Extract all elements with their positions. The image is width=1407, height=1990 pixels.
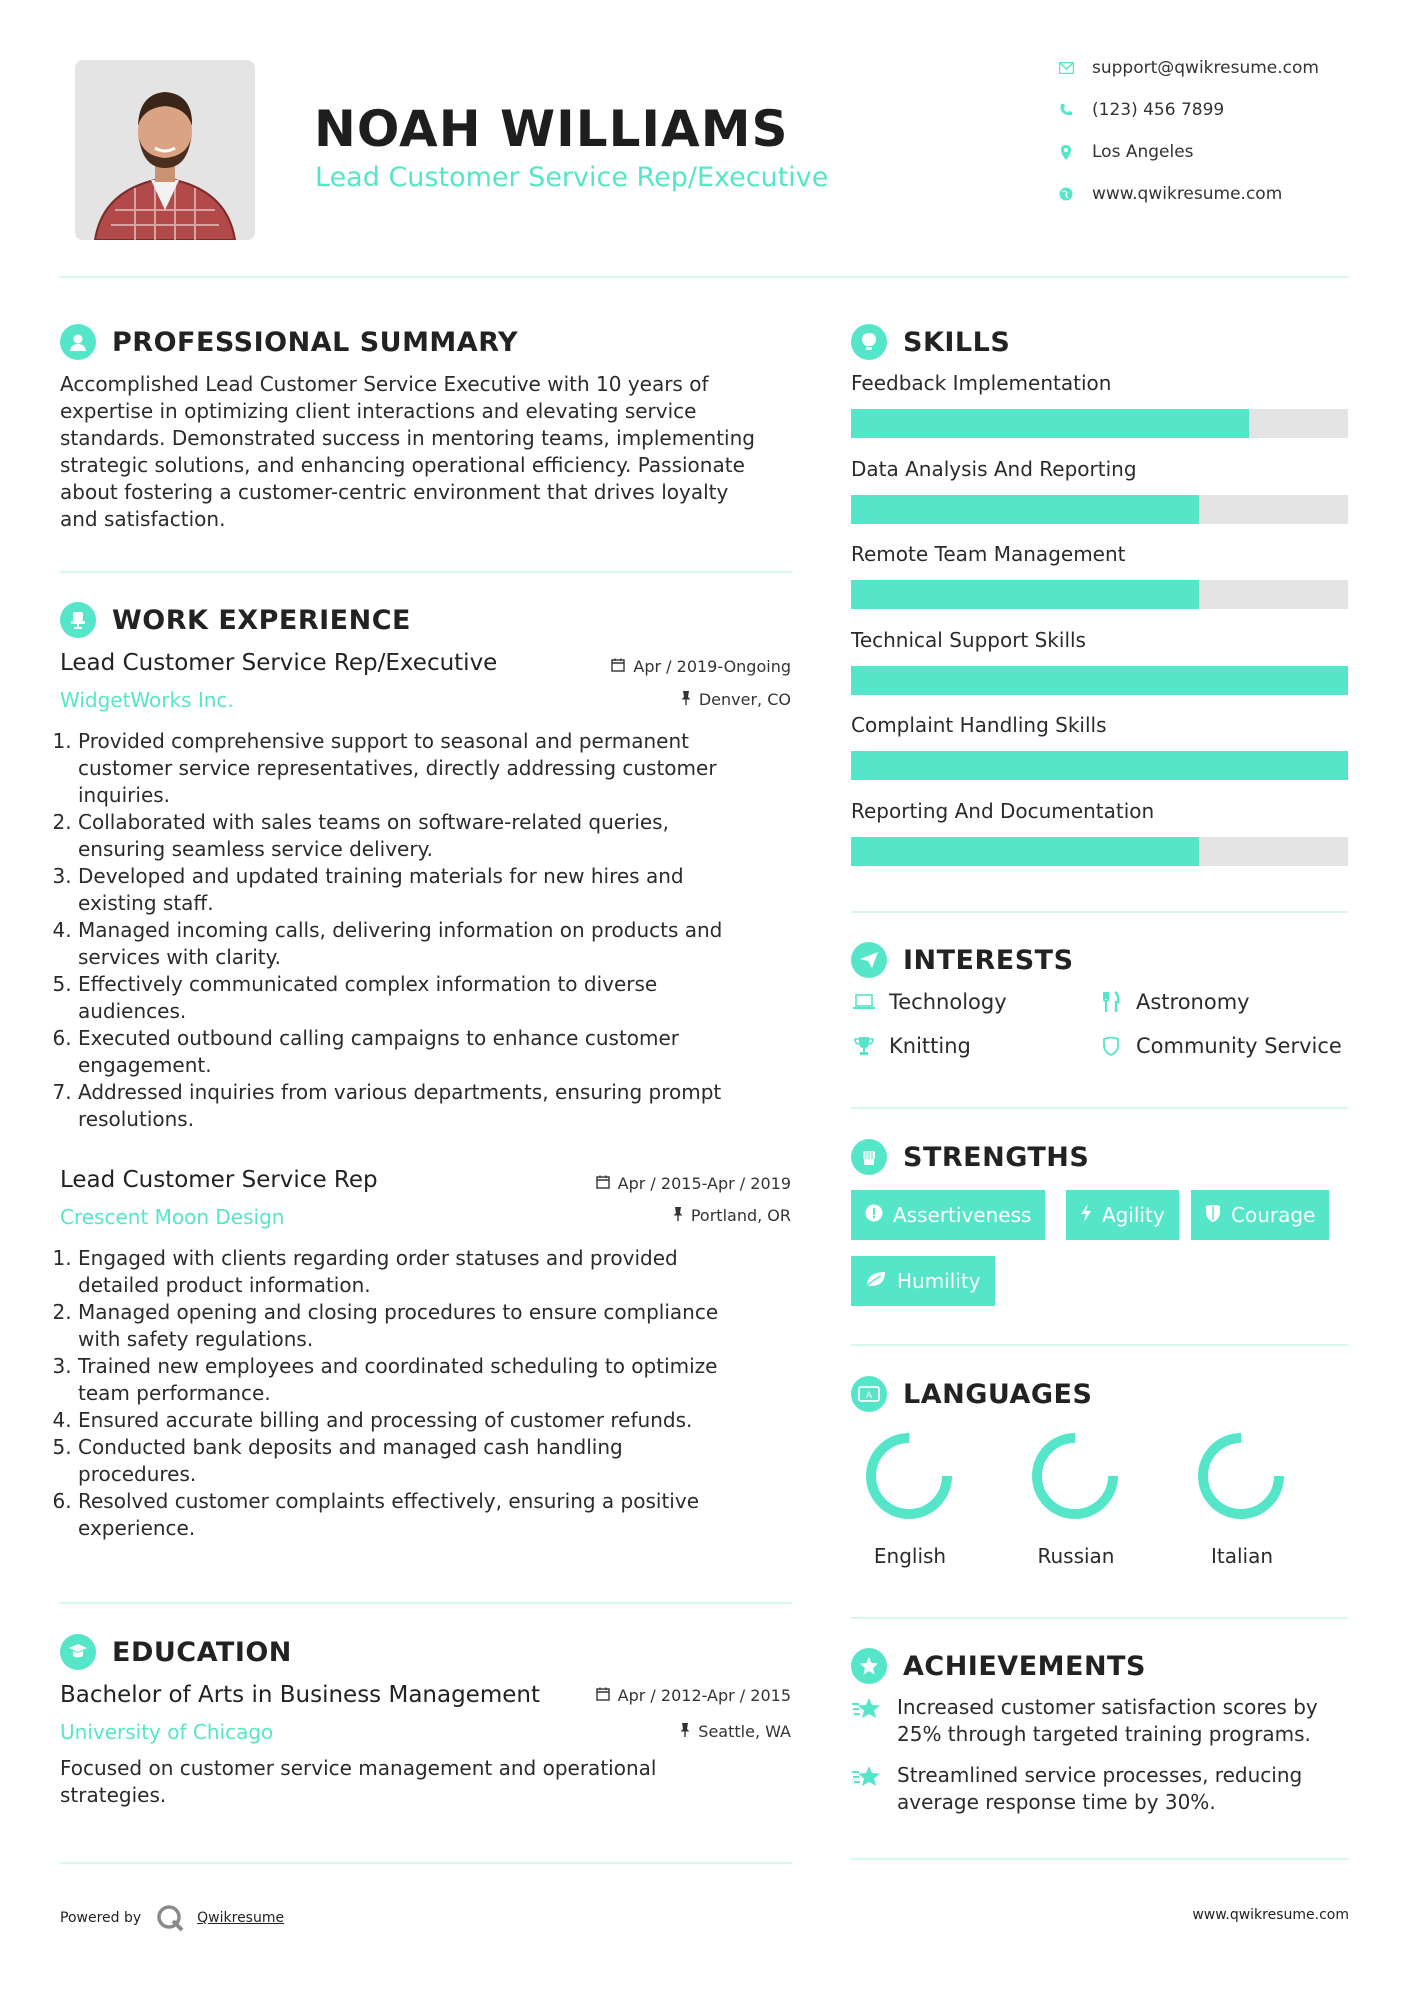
skill-label: Data Analysis And Reporting	[851, 456, 1137, 481]
interest-label: Technology	[889, 990, 1007, 1014]
summary-divider	[60, 571, 792, 573]
list-item: 1. Provided comprehensive support to seasonal and permanent customer service representatives, directly addressing customer inquiries.	[78, 728, 808, 809]
skill-bar	[851, 837, 1348, 866]
skill-bar-fill	[851, 495, 1199, 524]
interest-item	[851, 1034, 971, 1058]
interests-heading	[851, 942, 1074, 978]
pushpin-icon	[673, 1207, 683, 1225]
user-icon	[60, 324, 96, 360]
strength-label: Assertiveness	[893, 1203, 1032, 1227]
skills-heading	[851, 324, 1010, 360]
pushpin-icon	[680, 1723, 690, 1741]
list-item: 2. Collaborated with sales teams on software-related queries, ensuring seamless service delivery.	[78, 809, 808, 863]
education-description	[60, 1755, 790, 1809]
education-location	[680, 1722, 791, 1741]
list-item: 4. Managed incoming calls, delivering information on products and services with clarity.	[78, 917, 808, 971]
language-rings	[849, 1426, 1349, 1526]
list-item: 2. Managed opening and closing procedures to ensure compliance with safety regulations.	[78, 1299, 808, 1353]
skills-list	[851, 371, 1348, 884]
skill-label: Reporting And Documentation	[851, 798, 1155, 823]
language-label: Italian	[1210, 1544, 1274, 1568]
achievements-title: ACHIEVEMENTS	[903, 1650, 1146, 1682]
star-icon	[851, 1694, 883, 1748]
interest-item	[1098, 990, 1250, 1014]
skill-bar	[851, 495, 1348, 524]
job-company: Crescent Moon Design	[60, 1205, 285, 1229]
candidate-name: NOAH WILLIAMS	[314, 100, 789, 158]
interest-label: Knitting	[889, 1034, 971, 1058]
language-ring	[871, 1438, 947, 1514]
job-date	[596, 1174, 791, 1193]
summary-line: standards. Demonstrated success in mentoring teams, implementing	[60, 426, 755, 450]
mail-icon	[1058, 60, 1074, 76]
list-item: 6. Resolved customer complaints effectively, ensuring a positive experience.	[78, 1488, 808, 1542]
header-divider	[60, 276, 1348, 278]
skill-item	[851, 628, 1348, 714]
job-date-text: Apr / 2019-Ongoing	[633, 657, 791, 676]
skill-bar-fill	[851, 837, 1199, 866]
strength-label: Agility	[1102, 1203, 1165, 1227]
language-label: English	[873, 1544, 947, 1568]
strength-label: Courage	[1231, 1203, 1316, 1227]
paper-plane-icon	[851, 942, 887, 978]
job-responsibilities	[60, 1245, 808, 1542]
job-location	[681, 690, 791, 709]
summary-line: Accomplished Lead Customer Service Executive with 10 years of	[60, 372, 709, 396]
calendar-icon	[596, 1687, 610, 1705]
skill-label: Feedback Implementation	[851, 371, 1112, 395]
calendar-icon	[596, 1175, 610, 1193]
strength-chip	[851, 1190, 1045, 1240]
languages-title: LANGUAGES	[903, 1378, 1093, 1410]
education-line: strategies.	[60, 1783, 167, 1807]
summary-line: expertise in optimizing client interactions and elevating service	[60, 399, 697, 423]
education-location-text: Seattle, WA	[698, 1722, 791, 1741]
interest-label: Community Service	[1136, 1034, 1342, 1058]
list-item: 7. Addressed inquiries from various departments, ensuring prompt resolutions.	[78, 1079, 808, 1133]
job-title: Lead Customer Service Rep/Executive	[60, 650, 498, 676]
phone-icon	[1058, 102, 1074, 118]
job-responsibilities	[60, 728, 808, 1133]
list-item: 5. Effectively communicated complex information to diverse audiences.	[78, 971, 808, 1025]
strengths-title: STRENGTHS	[903, 1141, 1090, 1173]
job-date-text: Apr / 2015-Apr / 2019	[617, 1174, 791, 1193]
job-company: WidgetWorks Inc.	[60, 688, 234, 712]
exclamation-icon	[865, 1204, 883, 1227]
list-item: 4. Ensured accurate billing and processing of customer refunds.	[78, 1407, 808, 1434]
trophy-icon	[851, 1036, 877, 1056]
bolt-icon	[1080, 1204, 1092, 1227]
education-date-text: Apr / 2012-Apr / 2015	[617, 1686, 791, 1705]
language-card-icon	[851, 1376, 887, 1412]
education-heading	[60, 1634, 292, 1670]
languages-heading	[851, 1376, 1092, 1412]
skill-item	[851, 542, 1348, 628]
strength-label: Humility	[897, 1269, 981, 1293]
strength-chip	[851, 1256, 995, 1306]
job-location	[673, 1206, 791, 1225]
list-item: 6. Executed outbound calling campaigns to enhance customer engagement.	[78, 1025, 808, 1079]
summary-text	[60, 371, 800, 533]
strength-chip	[1066, 1190, 1179, 1240]
laptop-icon	[851, 994, 877, 1010]
list-item: 5. Conducted bank deposits and managed cash handling procedures.	[78, 1434, 808, 1488]
skill-bar-fill	[851, 580, 1199, 609]
summary-line: about fostering a customer-centric environment that drives loyalty	[60, 480, 729, 504]
calendar-icon	[611, 658, 625, 676]
list-item: 3. Trained new employees and coordinated scheduling to optimize team performance.	[78, 1353, 808, 1407]
contact-location	[1058, 142, 1194, 162]
globe-icon	[1058, 186, 1074, 202]
candidate-role: Lead Customer Service Rep/Executive	[315, 162, 829, 193]
education-school: University of Chicago	[60, 1720, 274, 1744]
skill-bar	[851, 580, 1348, 609]
education-date	[596, 1686, 791, 1705]
job-location-text: Portland, OR	[690, 1206, 791, 1225]
skill-item	[851, 713, 1348, 799]
footer-url[interactable]: www.qwikresume.com	[1192, 1907, 1349, 1923]
work-title: WORK EXPERIENCE	[112, 604, 411, 636]
skills-title: SKILLS	[903, 326, 1011, 358]
strengths-divider	[851, 1344, 1348, 1346]
skill-bar-fill	[851, 751, 1348, 780]
interest-item	[1098, 1034, 1342, 1058]
skill-label: Remote Team Management	[851, 542, 1126, 566]
contact-email[interactable]	[1058, 58, 1319, 78]
work-heading	[60, 602, 411, 638]
skills-divider	[851, 911, 1348, 913]
summary-line: and satisfaction.	[60, 507, 226, 531]
skill-label: Complaint Handling Skills	[851, 713, 1107, 737]
education-title: EDUCATION	[112, 1636, 292, 1668]
location-pin-icon	[1058, 144, 1074, 160]
avatar-illustration	[75, 60, 255, 240]
graduate-icon	[60, 1634, 96, 1670]
skill-bar-fill	[851, 666, 1348, 695]
interest-item	[851, 990, 1007, 1014]
skill-label: Technical Support Skills	[851, 627, 1086, 652]
list-item: 3. Developed and updated training materials for new hires and existing staff.	[78, 863, 808, 917]
language-ring	[1037, 1438, 1113, 1514]
summary-heading	[60, 324, 518, 360]
strength-chip	[1191, 1190, 1329, 1240]
education-line: Focused on customer service management and operational	[60, 1756, 657, 1780]
skill-item	[851, 457, 1348, 543]
skill-bar	[851, 409, 1348, 438]
footer-powered-by	[60, 1903, 284, 1933]
star-badge-icon	[851, 1648, 887, 1684]
languages-list	[849, 1426, 1349, 1576]
shield-icon	[1205, 1204, 1221, 1227]
lightbulb-icon	[851, 324, 887, 360]
contact-phone-text: (123) 456 7899	[1092, 100, 1225, 120]
contact-website-text: www.qwikresume.com	[1092, 184, 1283, 204]
qwikresume-logo-icon	[155, 1903, 185, 1933]
languages-divider	[851, 1617, 1348, 1619]
contact-email-text: support@qwikresume.com	[1092, 58, 1319, 78]
language-ring	[1203, 1438, 1279, 1514]
utensils-icon	[1098, 991, 1124, 1013]
strengths-heading	[851, 1139, 1089, 1175]
star-icon	[851, 1762, 883, 1816]
leaf-icon	[865, 1270, 887, 1293]
summary-line: strategic solutions, and enhancing operational efficiency. Passionate	[60, 453, 745, 477]
skill-item	[851, 371, 1348, 457]
fist-icon	[851, 1139, 887, 1175]
svg-text:A: A	[865, 1391, 873, 1401]
footer-brand-link[interactable]: Qwikresume	[197, 1910, 285, 1926]
achievement-text: Streamlined service processes, reducing average response time by 30%.	[897, 1763, 1303, 1814]
profile-photo	[75, 60, 255, 240]
contact-phone[interactable]	[1058, 100, 1224, 120]
interest-label: Astronomy	[1136, 990, 1250, 1014]
work-divider	[60, 1602, 792, 1604]
job-date	[611, 657, 791, 676]
contact-website[interactable]	[1058, 184, 1282, 204]
education-degree: Bachelor of Arts in Business Management	[60, 1682, 540, 1708]
job-title: Lead Customer Service Rep	[60, 1167, 378, 1193]
achievement-text: Increased customer satisfaction scores by 25% through targeted training programs.	[897, 1695, 1318, 1746]
chair-icon	[60, 602, 96, 638]
interests-title: INTERESTS	[903, 944, 1074, 976]
skill-item	[851, 799, 1348, 885]
summary-title: PROFESSIONAL SUMMARY	[112, 326, 519, 358]
contact-location-text: Los Angeles	[1092, 142, 1194, 162]
list-item: 1. Engaged with clients regarding order statuses and provided detailed product information.	[78, 1245, 808, 1299]
education-divider	[60, 1862, 792, 1864]
achievements-heading	[851, 1648, 1146, 1684]
shield-icon	[1098, 1036, 1124, 1056]
achievement-item	[851, 1762, 1348, 1816]
skill-bar	[851, 666, 1348, 695]
job-location-text: Denver, CO	[698, 690, 791, 709]
language-label: Russian	[1037, 1544, 1115, 1568]
skill-bar	[851, 751, 1348, 780]
pushpin-icon	[681, 691, 691, 709]
interests-divider	[851, 1107, 1348, 1109]
powered-by-text: Powered by	[60, 1910, 142, 1926]
skill-bar-fill	[851, 409, 1249, 438]
achievement-item	[851, 1694, 1348, 1748]
achievements-divider	[851, 1858, 1348, 1860]
